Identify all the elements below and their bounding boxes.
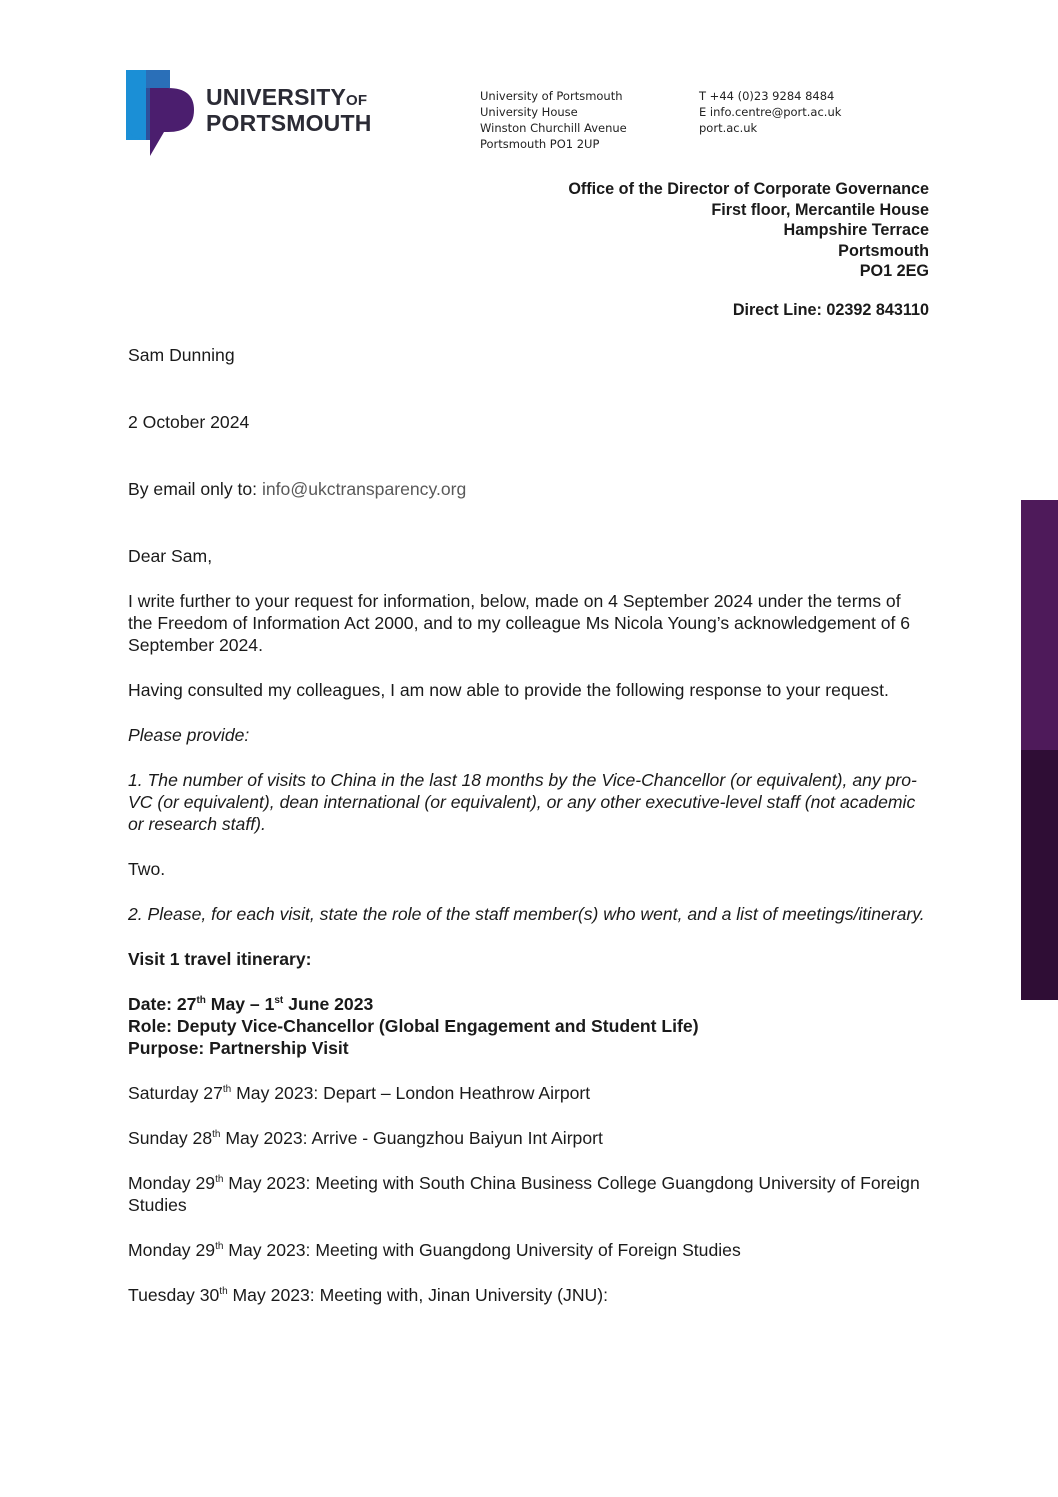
office-line: Portsmouth	[838, 241, 929, 260]
question-1: 1. The number of visits to China in the last 18 months by the Vice-Chancellor (or equivalent), any pro-VC (or equivalent), dean international (or equivalent), or any other executive-level staff (not academic or research staff).	[128, 770, 917, 834]
answer-1: Two.	[128, 859, 166, 879]
address-line: Winston Churchill Avenue	[480, 121, 627, 135]
email-line: By email only to: info@ukctransparency.org	[128, 479, 467, 499]
letter-date: 2 October 2024	[128, 412, 250, 432]
contact-email: E info.centre@port.ac.uk	[699, 105, 842, 119]
itinerary-item: Saturday 27th May 2023: Depart – London Heathrow Airport	[128, 1083, 591, 1103]
visit-date: Date: 27th May – 1st June 2023	[128, 994, 374, 1014]
office-line: PO1 2EG	[859, 262, 929, 280]
itinerary-item: Monday 29th May 2023: Meeting with South China Business College Guangdong University of Foreign Studies	[128, 1173, 920, 1215]
request-heading: Please provide:	[128, 725, 250, 745]
itinerary-item: Monday 29th May 2023: Meeting with Guangdong University of Foreign Studies	[128, 1240, 741, 1260]
logo-wordmark: UNIVERSITYOF PORTSMOUTH	[206, 84, 372, 136]
contact-website: port.ac.uk	[699, 121, 758, 135]
university-contact	[699, 88, 841, 136]
question-2: 2. Please, for each visit, state the role of the staff member(s) who went, and a list of meetings/itinerary.	[128, 904, 925, 924]
salutation: Dear Sam,	[128, 546, 213, 566]
side-accent-bar-top	[1021, 500, 1058, 750]
itinerary-item: Tuesday 30th May 2023: Meeting with, Jinan University (JNU):	[128, 1285, 608, 1305]
office-line: Office of the Director of Corporate Governance	[568, 180, 929, 198]
office-line: First floor, Mercantile House	[711, 200, 929, 219]
paragraph: I write further to your request for information, below, made on 4 September 2024 under the terms of the Freedom of Information Act 2000, and to my colleague Ms Nicola Young’s acknowledgement of 6 September 2024.	[128, 591, 911, 655]
office-address	[568, 179, 929, 282]
visit-purpose: Purpose: Partnership Visit	[128, 1038, 349, 1058]
visit-heading: Visit 1 travel itinerary:	[128, 949, 312, 969]
contact-phone: T +44 (0)23 9284 8484	[699, 89, 835, 103]
university-address	[480, 88, 627, 152]
side-accent-bar-bottom	[1021, 750, 1058, 1000]
visit-role: Role: Deputy Vice-Chancellor (Global Engagement and Student Life)	[128, 1016, 699, 1036]
letter-body	[128, 344, 928, 1306]
recipient-name: Sam Dunning	[128, 345, 235, 365]
address-line: University House	[480, 105, 578, 119]
office-line: Hampshire Terrace	[783, 221, 929, 239]
email-link[interactable]: info@ukctransparency.org	[261, 479, 467, 499]
itinerary-item: Sunday 28th May 2023: Arrive - Guangzhou Baiyun Int Airport	[128, 1128, 603, 1148]
address-line: Portsmouth PO1 2UP	[480, 137, 600, 151]
direct-line: Direct Line: 02392 843110	[732, 301, 929, 319]
paragraph: Having consulted my colleagues, I am now able to provide the following response to your request.	[128, 680, 889, 700]
address-line: University of Portsmouth	[480, 89, 623, 103]
